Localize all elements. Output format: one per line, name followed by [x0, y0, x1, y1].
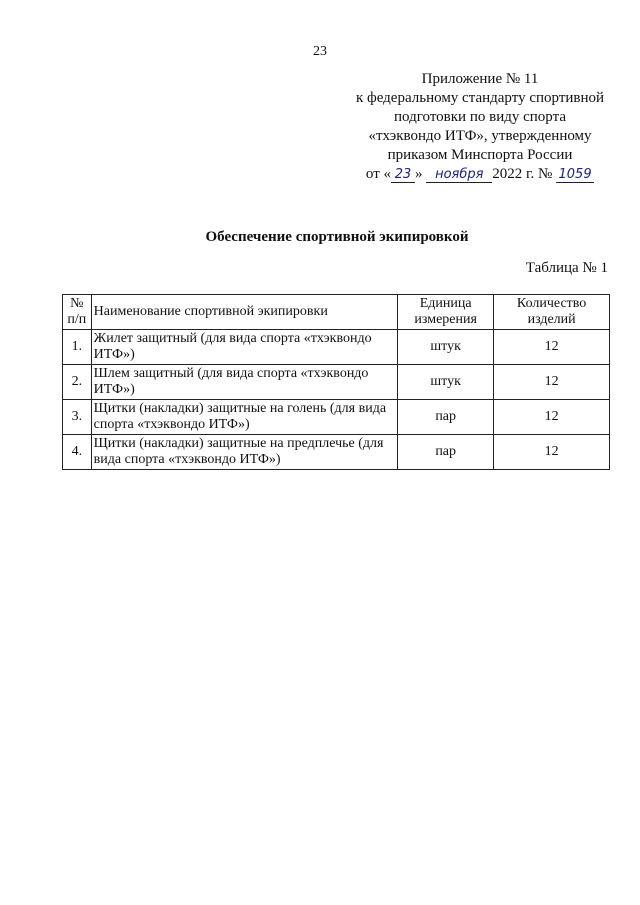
row-name: Щитки (накладки) защитные на предплечье (для вида спорта «тхэквондо ИТФ»)	[91, 435, 397, 470]
row-qty: 12	[494, 400, 610, 435]
appendix-date-line	[340, 165, 620, 184]
equipment-table	[62, 294, 610, 470]
appendix-line-3: подготовки по виду спорта	[394, 109, 566, 125]
handwritten-order-number: 1059	[556, 168, 594, 183]
row-num: 3.	[63, 400, 92, 435]
row-qty: 12	[494, 435, 610, 470]
document-title: Обеспечение спортивной экипировкой	[205, 229, 469, 245]
handwritten-day: 23	[391, 168, 415, 183]
row-qty: 12	[494, 330, 610, 365]
table-header-row	[63, 295, 610, 330]
header-name: Наименование спортивной экипировки	[91, 295, 397, 330]
row-unit: штук	[398, 330, 494, 365]
header-unit: Единица измерения	[398, 295, 494, 330]
handwritten-month: ноября	[426, 168, 492, 183]
header-num: № п/п	[63, 295, 92, 330]
table-row	[63, 435, 610, 470]
appendix-line-4: «тхэквондо ИТФ», утвержденному	[368, 128, 592, 144]
appendix-block	[340, 70, 620, 184]
date-prefix: от «	[365, 166, 392, 182]
table-row	[63, 400, 610, 435]
page-number: 23	[313, 44, 327, 59]
row-unit: пар	[398, 400, 494, 435]
date-year: 2022 г. №	[492, 166, 553, 182]
header-qty: Количество изделий	[494, 295, 610, 330]
appendix-line-5: приказом Минспорта России	[387, 147, 573, 163]
table-row	[63, 330, 610, 365]
appendix-line-2: к федеральному стандарту спортивной	[355, 90, 605, 106]
row-name: Шлем защитный (для вида спорта «тхэквондо ИТФ»)	[91, 365, 397, 400]
row-name: Жилет защитный (для вида спорта «тхэквондо ИТФ»)	[91, 330, 397, 365]
date-mid: »	[415, 166, 423, 182]
row-unit: пар	[398, 435, 494, 470]
row-qty: 12	[494, 365, 610, 400]
appendix-line-1: Приложение № 11	[421, 71, 539, 87]
table-row	[63, 365, 610, 400]
row-name: Щитки (накладки) защитные на голень (для вида спорта «тхэквондо ИТФ»)	[91, 400, 397, 435]
row-unit: штук	[398, 365, 494, 400]
row-num: 1.	[63, 330, 92, 365]
table-label: Таблица № 1	[525, 260, 608, 276]
row-num: 4.	[63, 435, 92, 470]
row-num: 2.	[63, 365, 92, 400]
